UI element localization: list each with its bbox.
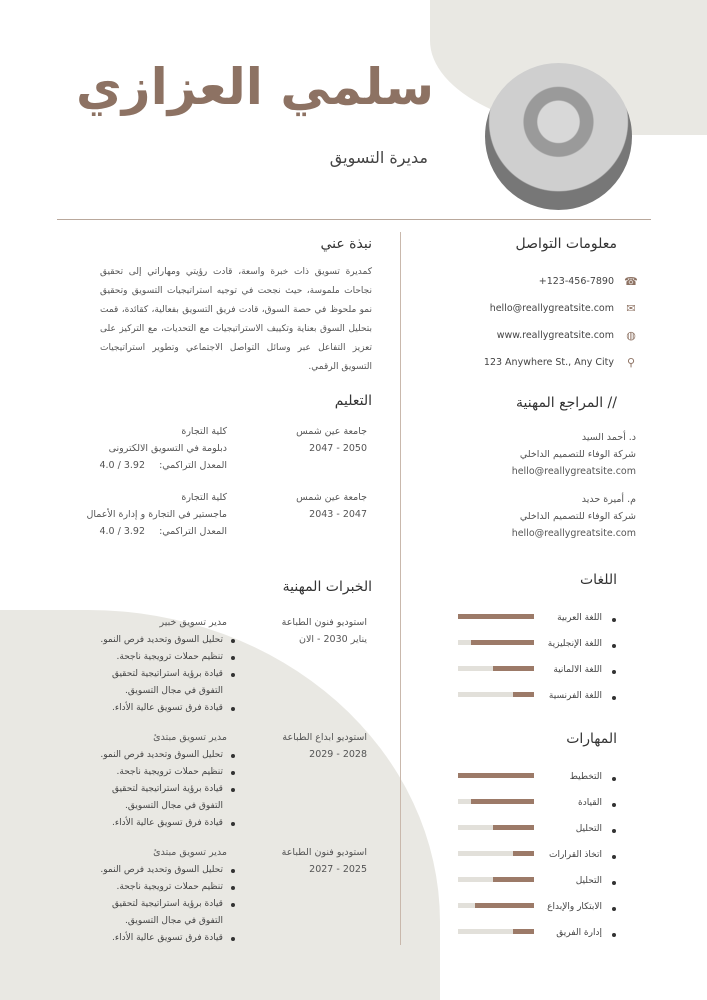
skills-level-fill	[513, 851, 534, 856]
education-university: جامعة عين شمس	[296, 492, 367, 503]
experience-heading: الخبرات المهنية	[282, 579, 372, 595]
profile-photo	[485, 63, 632, 210]
languages-level-fill	[458, 614, 534, 619]
experience-period: يناير 2030 - الان	[298, 634, 367, 645]
about-heading: نبذة عني	[320, 236, 372, 252]
experience-company: استوديو فنون الطباعة	[281, 617, 367, 628]
languages-level-bar	[458, 614, 534, 619]
languages-heading: اللغات	[580, 572, 617, 588]
education-degree: دبلومة في التسويق الالكترونى	[108, 443, 227, 454]
divider	[57, 219, 651, 220]
education-faculty: كلية التجارة	[181, 426, 227, 437]
experience-bullet: قيادة فرق تسويق عالية الأداء.	[99, 930, 237, 947]
experience-bullet: قيادة فرق تسويق عالية الأداء.	[99, 815, 237, 832]
contact-value[interactable]: www.reallygreatsite.com	[496, 330, 614, 341]
job-title: مديرة التسويق	[329, 148, 428, 167]
languages-item-label: اللغة العربية	[557, 613, 616, 623]
experience-bullet: قيادة برؤية استراتيجية لتحقيق التفوق في مجال التسويق.	[99, 666, 237, 700]
contact-item	[539, 275, 638, 288]
experience-position: مدير تسويق خبير	[159, 617, 227, 628]
experience-bullet: تنظيم حملات ترويجية ناجحة.	[99, 879, 237, 896]
reference-name: م. أميرة حديد	[581, 494, 636, 505]
contact-value[interactable]: hello@reallygreatsite.com	[489, 303, 614, 314]
languages-item-label: اللغة الالمانية	[553, 665, 616, 675]
skills-level-fill	[458, 773, 534, 778]
experience-period: 2028 - 2029	[309, 749, 367, 760]
education-degree: ماجستير في التجارة و إدارة الأعمال	[86, 509, 227, 520]
skills-item-label: الابتكار والإبداع	[547, 902, 616, 912]
email-icon: ✉	[626, 302, 636, 315]
experience-bullet: تنظيم حملات ترويجية ناجحة.	[99, 649, 237, 666]
skills-item-label: التخطيط	[570, 772, 616, 782]
experience-bullet: تحليل السوق وتحديد فرص النمو.	[99, 747, 237, 764]
education-university: جامعة عين شمس	[296, 426, 367, 437]
experience-bullet: تحليل السوق وتحديد فرص النمو.	[99, 862, 237, 879]
location-icon: ⚲	[626, 356, 636, 369]
skills-level-bar	[458, 929, 534, 934]
skills-item-label: إدارة الفريق	[556, 928, 616, 938]
experience-bullets	[99, 862, 237, 947]
skills-item-label: القيادة	[578, 798, 616, 808]
experience-bullets	[99, 747, 237, 832]
skills-level-bar	[458, 773, 534, 778]
skills-level-bar	[458, 903, 534, 908]
experience-bullet: تحليل السوق وتحديد فرص النمو.	[99, 632, 237, 649]
skills-item-label: اتخاذ القرارات	[549, 850, 616, 860]
globe-icon: ◍	[626, 329, 636, 342]
experience-bullet: قيادة برؤية استراتيجية لتحقيق التفوق في مجال التسويق.	[99, 896, 237, 930]
references-heading: // المراجع المهنية	[516, 395, 617, 411]
experience-period: 2025 - 2027	[309, 864, 367, 875]
experience-company: استوديو فنون الطباعة	[281, 847, 367, 858]
experience-company: استوديو ابداع الطباعة	[282, 732, 367, 743]
skills-level-bar	[458, 825, 534, 830]
languages-level-bar	[458, 692, 534, 697]
education-gpa: 4.0 / 3.92	[99, 460, 145, 471]
skills-level-fill	[493, 877, 534, 882]
education-gpa: 4.0 / 3.92	[99, 526, 145, 537]
column-divider	[400, 232, 401, 945]
experience-position: مدير تسويق مبتدئ	[153, 732, 227, 743]
languages-level-bar	[458, 666, 534, 671]
skills-heading: المهارات	[566, 731, 617, 747]
languages-level-fill	[471, 640, 534, 645]
reference-company: شركة الوفاء للتصميم الداخلي	[519, 449, 636, 460]
skills-item-label: التحليل	[576, 876, 616, 886]
reference-email[interactable]: hello@reallygreatsite.com	[511, 466, 636, 477]
education-gpa-label: المعدل التراكمي:	[159, 460, 227, 471]
skills-level-bar	[458, 851, 534, 856]
contact-heading: معلومات التواصل	[515, 236, 617, 252]
skills-level-fill	[471, 799, 534, 804]
skills-level-fill	[513, 929, 534, 934]
skills-level-bar	[458, 877, 534, 882]
skills-level-fill	[493, 825, 534, 830]
candidate-name: سلمي العزازي	[75, 58, 435, 116]
skills-item-label: التحليل	[576, 824, 616, 834]
contact-value[interactable]: 123 Anywhere St., Any City	[483, 357, 614, 368]
education-heading: التعليم	[334, 393, 372, 409]
languages-level-fill	[513, 692, 534, 697]
languages-level-bar	[458, 640, 534, 645]
experience-bullet: قيادة فرق تسويق عالية الأداء.	[99, 700, 237, 717]
contact-item	[490, 302, 638, 315]
education-years: 2043 - 2047	[309, 509, 367, 520]
experience-bullet: تنظيم حملات ترويجية ناجحة.	[99, 764, 237, 781]
contact-value[interactable]: +123-456-7890	[538, 276, 614, 287]
contact-item	[484, 356, 638, 369]
education-faculty: كلية التجارة	[181, 492, 227, 503]
skills-level-fill	[475, 903, 534, 908]
languages-item-label: اللغة الفرنسية	[549, 691, 616, 701]
reference-email[interactable]: hello@reallygreatsite.com	[511, 528, 636, 539]
experience-bullet: قيادة برؤية استراتيجية لتحقيق التفوق في مجال التسويق.	[99, 781, 237, 815]
reference-company: شركة الوفاء للتصميم الداخلي	[519, 511, 636, 522]
experience-position: مدير تسويق مبتدئ	[153, 847, 227, 858]
phone-icon: ☎	[624, 275, 638, 288]
education-gpa-label: المعدل التراكمي:	[159, 526, 227, 537]
experience-bullets	[99, 632, 237, 717]
languages-item-label: اللغة الإنجليزية	[548, 639, 616, 649]
skills-level-bar	[458, 799, 534, 804]
about-text: كمديرة تسويق ذات خبرة واسعة، قادت رؤيتي ومهاراتي إلى تحقيق نجاحات ملموسة، حيث نجحت في توجيه استراتيجيات التسويق وتحقيق نمو ملحوظ في حصة السوق، قادت فريق التسويق بفعالية، كقائدة، قمت بتحليل السوق بعناية وتكييف الاستراتيجيات مع التحديات، مع التركيز على تعزيز التفاعل عبر وسائل التواصل الاجتماعي وتطوير استراتيجيات التسويق الرقمي.	[100, 267, 372, 372]
education-years: 2047 - 2050	[309, 443, 367, 454]
languages-level-fill	[493, 666, 534, 671]
reference-name: د. أحمد السيد	[581, 432, 636, 443]
contact-item	[497, 329, 638, 342]
